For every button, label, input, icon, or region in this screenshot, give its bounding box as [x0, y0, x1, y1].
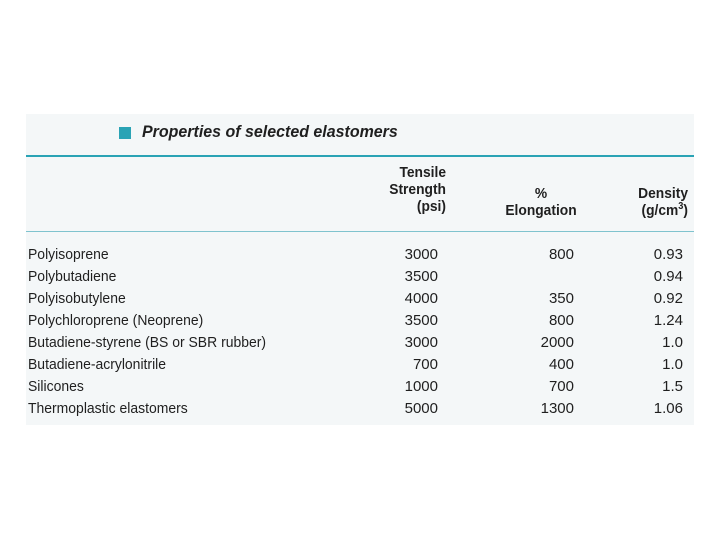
cell-elongation: 350	[548, 290, 574, 307]
cell-tensile-strength: 700	[412, 356, 438, 373]
cell-density: 1.0	[662, 334, 683, 351]
header-tensile-strength	[363, 164, 446, 215]
header-divider	[26, 231, 694, 232]
table-title-row	[26, 114, 694, 156]
cell-material: Thermoplastic elastomers	[28, 400, 188, 417]
cell-tensile-strength: 3500	[404, 268, 438, 285]
cell-material: Silicones	[28, 378, 84, 395]
table-row	[26, 376, 694, 398]
cell-material: Polyisobutylene	[28, 290, 126, 307]
table-row	[26, 266, 694, 288]
cell-density: 1.0	[662, 356, 683, 373]
cell-material: Polyisoprene	[28, 246, 109, 263]
cell-material: Butadiene-acrylonitrile	[28, 356, 167, 373]
header-elongation	[490, 185, 591, 219]
header-elong-line1: %	[534, 185, 548, 202]
cell-material: Polychloroprene (Neoprene)	[28, 312, 204, 329]
cell-density: 0.93	[653, 246, 683, 263]
header-tensile-line1: Tensile	[399, 164, 446, 181]
cell-density: 1.06	[653, 400, 683, 417]
cell-density: 1.24	[653, 312, 683, 329]
cell-tensile-strength: 5000	[404, 400, 438, 417]
cell-elongation: 800	[548, 312, 574, 329]
header-density-unit: (g/cm	[641, 202, 679, 219]
cell-elongation: 700	[548, 378, 574, 395]
header-density-close: )	[683, 202, 688, 219]
table-title: Properties of selected elastomers	[142, 122, 398, 141]
header-tensile-line2: Strength	[389, 181, 446, 198]
header-density	[622, 185, 688, 219]
table-row	[26, 332, 694, 354]
cell-elongation: 1300	[540, 400, 574, 417]
cell-elongation: 800	[548, 246, 574, 263]
cell-tensile-strength: 3500	[404, 312, 438, 329]
header-elong-line2: Elongation	[505, 202, 577, 219]
table-body	[26, 244, 694, 420]
header-density-line2	[622, 202, 688, 219]
table-row	[26, 244, 694, 266]
cell-material: Butadiene-styrene (BS or SBR rubber)	[28, 334, 267, 351]
header-density-line1: Density	[638, 185, 688, 202]
cell-tensile-strength: 3000	[404, 246, 438, 263]
square-bullet-icon	[119, 127, 131, 139]
table-row	[26, 310, 694, 332]
cell-density: 0.94	[653, 268, 683, 285]
cell-tensile-strength: 4000	[404, 290, 438, 307]
cell-density: 1.5	[662, 378, 683, 395]
header-tensile-line3: (psi)	[416, 198, 446, 215]
header-density-superscript: 3	[678, 201, 684, 212]
title-divider	[26, 155, 694, 157]
cell-elongation: 400	[548, 356, 574, 373]
table-panel	[26, 114, 694, 425]
cell-tensile-strength: 3000	[404, 334, 438, 351]
cell-material: Polybutadiene	[28, 268, 117, 285]
table-row	[26, 288, 694, 310]
table-row	[26, 354, 694, 376]
cell-tensile-strength: 1000	[404, 378, 438, 395]
table-row	[26, 398, 694, 420]
cell-elongation: 2000	[540, 334, 574, 351]
cell-density: 0.92	[653, 290, 683, 307]
